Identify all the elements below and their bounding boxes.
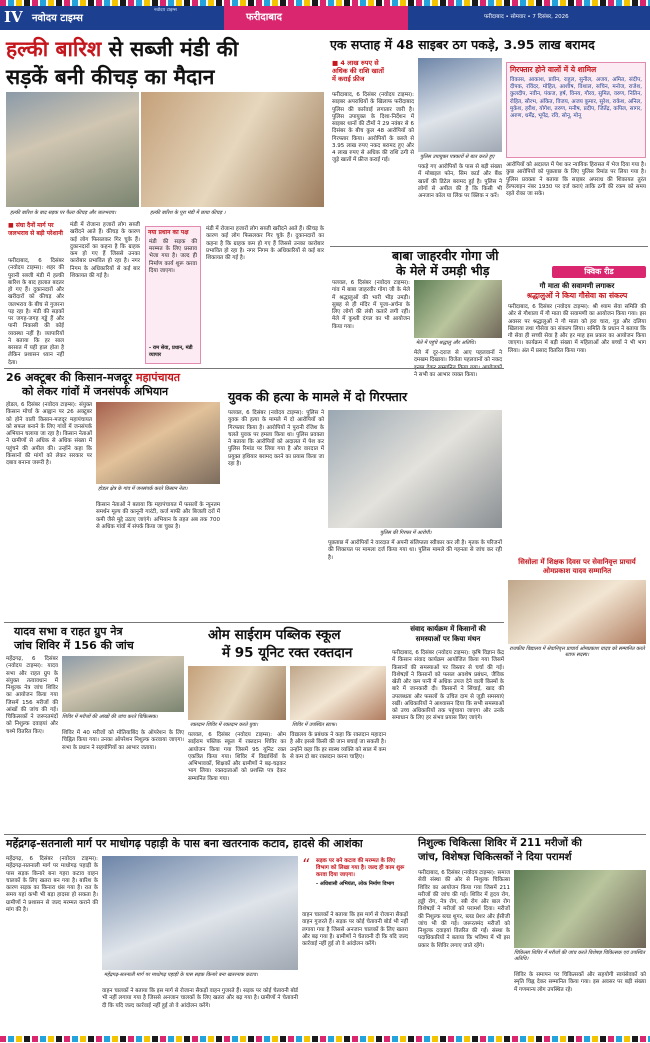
a6-caption: शिविर में मरीजों की आंखों की जांच करते चिकित्सक। [62,714,158,720]
a6-title-line2: जांच शिविर में 156 की जांच [14,639,134,652]
a4-title-highlight: महापंचायत [136,371,180,384]
a1-inset-signature: - राम सेवा, प्रधान, मंडी व्यापार [149,344,193,358]
a2-box-names: विकास, आकाश, प्रवीन, राहुल, सुनील, अजय, अमित, संदीप, दीपक, रविंदर, मोहित, आशीष, विशाल, सचिन, मनोज, राजेश, कुलदीप, नवीन, पंकज, हर्ष, विनय, गौरव, सुमित, वरुण, नितिन, रोहित, सौरभ, अंकित, विजय, अजय कुमार, सुरेश, राकेश, अनिल, मुकेश, हरीश, योगेश, तरुण, मनीष, प्रदीप, जितेंद्र, कपिल, सागर, अरुण, धर्मेंद्र, भूपेंद्र, रवि, सोनू, मोनू [510,76,642,120]
a2-body-col1: फरीदाबाद, 6 दिसंबर (नवोदय टाइम्स): साइबर अपराधियों के खिलाफ फरीदाबाद पुलिस की कार्रवाई लगातार जारी है। पुलिस उपायुक्त के दिशा-निर्देशन में साइबर थानों की टीमों ने 29 नवंबर से 6 दिसंबर के बीच कुल 48 आरोपियों को गिरफ्तार किया। आरोपियों के कब्जे से 3.95 लाख रुपए नकद बरामद हुए और 4 लाख रुपए से अधिक की राशि ठगी से जुड़े खातों में फ्रीज कराई गई। [332,92,414,164]
paper-name-small: नवोदय टाइम्स [154,8,177,13]
a1-body-col2: मंडी में रोजाना हजारों लोग सब्जी खरीदने आते हैं। कीचड़ के कारण कई लोग फिसलकर गिर चुके हैं। दुकानदारों का कहना है कि ग्राहक कम हो गए हैं जिससे उनका कारोबार प्रभावित हो रहा है। नगर निगम के अधिकारियों से कई बार शिकायत की गई है। [70,222,140,279]
a2-subhead [332,60,414,83]
a2-photo-officer [418,58,502,152]
a3-title-line2: के मेले में उमड़ी भीड़ [396,263,490,278]
a1-title-line2: सड़कें बनी कीचड़ का मैदान [6,65,215,89]
a4-title-line2: को लेकर गांवों में जनसंपर्क अभियान [22,385,169,398]
a1-title-highlight: हल्की बारिश [6,37,102,61]
a9-photo [102,856,298,970]
a2-body-col3: आरोपियों को अदालत में पेश कर न्यायिक हिरासत में भेज दिया गया है। कुछ आरोपियों को पूछताछ के लिए पुलिस रिमांड पर लिया गया है। पुलिस प्रवक्ता ने बताया कि साइबर अपराध की शिकायत तुरंत हेल्पलाइन नंबर 1930 पर दर्ज कराएं ताकि ठगी की रकम को समय रहते रोका जा सके। [506,162,646,197]
a6-photo [62,656,184,712]
city-name: फरीदाबाद [246,12,282,23]
a7-title-line1: ओम साईराम पब्लिक स्कूल [208,627,341,643]
a2-box-heading: गिरफ्तार होने वालों में ये शामिल [510,65,597,74]
a10-title-line1: निशुल्क चिकित्सा शिविर में 211 मरीजों की [418,838,582,849]
a2-title: एक सप्ताह में 48 साइबर ठग पकड़े, 3.95 लाख बरामद [330,37,595,52]
rule-lower [4,622,504,623]
a5-body-col2: पूछताछ में आरोपियों ने वारदात में अपनी संलिप्तता स्वीकार कर ली है। मृतक के परिजनों की शिकायत पर मामला दर्ज किया गया था। पुलिस मामले की गहनता से जांच कर रही है। [328,540,502,561]
a1-sidehead: ■ संघा दैनों मार्ग पर जलभराव से बड़ी परेशानी [8,222,63,237]
a8-title-line2: समस्याओं पर किया मंथन [415,635,481,643]
quick-read-headline [508,282,646,300]
quick-read-h2: श्रद्धालुओं ने किया गौसेवा का संकल्प [526,290,628,300]
a2-sub-line3: में कराई फ्रीज [332,74,365,83]
a9-body-col3: वाहन चालकों ने बताया कि इस मार्ग से रोजाना सैकड़ों वाहन गुजरते हैं। सड़क पर कोई चेतावनी बोर्ड भी नहीं लगाया गया है जिससे अनजान चालकों के लिए खतरा और बढ़ गया है। ग्रामीणों ने चेतावनी दी कि यदि जल्द कार्रवाई नहीं हुई तो वे आंदोलन करेंगे। [102,988,298,1009]
dateline: फरीदाबाद • सोमवार • 7 दिसंबर, 2026 [484,14,569,20]
a5-body-col1: पलवल, 6 दिसंबर (नवोदय टाइम्स): पुलिस ने युवक की हत्या के मामले में दो आरोपियों को गिरफ्तार किया है। आरोपियों ने पुरानी रंजिश के चलते युवक पर हमला किया था। पुलिस प्रवक्ता ने बताया कि आरोपियों को अदालत में पेश कर पुलिस रिमांड पर लिया गया है और वारदात में प्रयुक्त हथियार बरामद करने का प्रयास किया जा रहा है। [228,410,324,467]
a7-caption-2: शिविर में उपस्थित स्टाफ। [292,722,337,728]
a5-caption: पुलिस की गिरफ्त में आरोपी। [380,530,432,536]
a9-quote-mark: “ [302,855,311,874]
a1-body-col3: मंडी में रोजाना हजारों लोग सब्जी खरीदने आते हैं। कीचड़ के कारण कई लोग फिसलकर गिर चुके हैं। दुकानदारों का कहना है कि ग्राहक कम हो गए हैं जिससे उनका कारोबार प्रभावित हो रहा है। नगर निगम के अधिकारियों से कई बार शिकायत की गई है। [206,226,324,261]
a4-body-col2: किसान नेताओं ने बताया कि महापंचायत में फसलों के न्यूनतम समर्थन मूल्य की कानूनी गारंटी, कर्ज माफी और बिजली दरों में कमी जैसे मुद्दे उठाए जाएंगे। अभियान के तहत अब तक 700 से अधिक गांवों में संपर्क किया जा चुका है। [96,502,220,530]
a9-title: महेंद्रगढ़-सतनाली मार्ग पर माधोगढ़ पहाड़ी के पास बना खतरनाक कटाव, हादसे की आशंका [6,837,363,850]
a1-photo-left [6,92,139,207]
a1-inset-heading: नया प्रधान का पक्ष [148,229,189,236]
a3-body-col1: पलवल, 6 दिसंबर (नवोदय टाइम्स): गांव में बाबा जाहरवीर गोगा जी के मेले में श्रद्धालुओं की भारी भीड़ उमड़ी। सुबह से ही मंदिर में पूजा-अर्चना के लिए लोगों की लंबी कतारें लगी रहीं। मेले में कुश्ती दंगल का भी आयोजन किया गया। [332,280,410,330]
quick-read-text: क्विक रीड [584,267,614,276]
a1-inset-body: मंडी की सड़क की मरम्मत के लिए प्रस्ताव भेजा गया है। जल्द ही निर्माण कार्य शुरू करवा दिया जाएगा। [149,238,197,274]
a3-title-line1: बाबा जाहरवीर गोगा जी [392,248,499,263]
a7-photo-2 [290,666,386,720]
a6-body-col1: महेंद्रगढ़, 6 दिसंबर (नवोदय टाइम्स): यादव सभा और राहत ग्रुप के संयुक्त तत्वावधान में निशुल्क नेत्र जांच शिविर का आयोजन किया गया जिसमें 156 मरीजों की आंखों की जांच की गई। चिकित्सकों ने जरूरतमंदों को निशुल्क दवाइयां और चश्मे वितरित किए। [6,656,58,735]
a9-quote-box [302,855,408,908]
a5-title: युवक की हत्या के मामले में दो गिरफ्तार [228,389,408,404]
a8-body: फरीदाबाद, 6 दिसंबर (नवोदय टाइम्स): कृषि विज्ञान केंद्र में किसान संवाद कार्यक्रम आयोजित किया गया जिसमें किसानों की समस्याओं पर विस्तार से चर्चा की गई। विशेषज्ञों ने किसानों को फसल अवशेष प्रबंधन, जैविक खेती और कम पानी में अधिक उपज देने वाली किस्मों के बारे में जानकारी दी। किसानों ने सिंचाई, खाद की उपलब्धता और फसलों के उचित दाम से जुड़ी समस्याएं रखीं। अधिकारियों ने आश्वासन दिया कि सभी समस्याओं को उच्च अधिकारियों तक पहुंचाया जाएगा और उनके समाधान के लिए हर संभव प्रयास किए जाएंगे। [392,650,504,722]
a10-title-line2: जांच, विशेषज्ञ चिकित्सकों ने दिया परामर्श [418,852,572,863]
rule-bottom [4,834,646,835]
a7-caption-1: रक्तदान शिविर में रक्तदान करते युवा। [190,722,258,728]
a4-caption: होडल क्षेत्र के गांव में जनसंपर्क करते किसान नेता। [98,486,188,492]
a1-caption-right: हल्की बारिश के पूरा मंडी में छाया कीचड़ । [150,210,226,216]
sisola-headline: सिसोला में शिक्षक दिवस पर सेवानिवृत्त प्राचार्य ओमप्रकाश यादव सम्मानित [518,558,636,575]
a10-body: फरीदाबाद, 6 दिसंबर (नवोदय टाइम्स): समाज सेवी संस्था की ओर से निशुल्क चिकित्सा शिविर का आयोजन किया गया जिसमें 211 मरीजों की जांच की गई। शिविर में हृदय रोग, हड्डी रोग, नेत्र रोग, स्त्री रोग और बाल रोग विशेषज्ञों ने मरीजों को परामर्श दिया। मरीजों की निशुल्क ब्लड शुगर, ब्लड प्रेशर और ईसीजी जांच भी की गई। जरूरतमंद मरीजों को निशुल्क दवाइयां वितरित की गईं। संस्था के पदाधिकारियों ने बताया कि भविष्य में भी इस प्रकार के शिविर लगाए जाते रहेंगे। [418,870,510,949]
masthead [0,6,650,30]
a1-caption-left: हल्की बारिश के बाद सड़क पर फैला कीचड़ और जलभराव। [10,210,116,216]
a1-photo-right [141,92,324,207]
a6-body-col2: शिविर में 40 मरीजों को मोतियाबिंद के ऑपरेशन के लिए चिह्नित किया गया। उनका ऑपरेशन निशुल्क करवाया जाएगा। सभा के प्रधान ने सहयोगियों का आभार जताया। [62,730,184,751]
a9-quote-signature: - अधिशासी अभियंता, लोक निर्माण विभाग [316,880,395,887]
quick-read-label [552,266,646,278]
a6-title-line1: यादव सभा व राहत ग्रुप नेत्र [14,625,123,638]
a1-title-rest: से सब्जी मंडी की [108,37,239,61]
a7-body-col2: विद्यालय के प्रबंधक ने कहा कि रक्तदान महादान है और इससे किसी की जान बचाई जा सकती है। उन्होंने कहा कि हर स्वस्थ व्यक्ति को साल में कम से कम दो बार रक्तदान करना चाहिए। [290,732,386,760]
a7-photo-1 [188,666,286,720]
a9-body-col2: वाहन चालकों ने बताया कि इस मार्ग से रोजाना सैकड़ों वाहन गुजरते हैं। सड़क पर कोई चेतावनी बोर्ड भी नहीं लगाया गया है जिससे अनजान चालकों के लिए खतरा और बढ़ गया है। ग्रामीणों ने चेतावनी दी कि यदि जल्द कार्रवाई नहीं हुई तो वे आंदोलन करेंगे। [302,912,408,947]
a9-body-col1: महेंद्रगढ़, 6 दिसंबर (नवोदय टाइम्स): महेंद्रगढ़-सतनाली मार्ग पर माधोगढ़ पहाड़ी के पास सड़क किनारे बना गहरा कटाव वाहन चालकों के लिए खतरा बन गया है। बारिश के कारण सड़क का किनारा धंस गया है। रात के समय यहां कभी भी बड़ा हादसा हो सकता है। ग्रामीणों ने प्रशासन से जल्द मरम्मत कराने की मांग की है। [6,856,98,913]
a4-title-part: 26 अक्टूबर की किसान-मजदूर [6,371,133,384]
a10-body-col2: शिविर के समापन पर चिकित्सकों और सहयोगी स्वयंसेवकों को स्मृति चिह्न देकर सम्मानित किया गया। इस अवसर पर बड़ी संख्या में गणमान्य लोग उपस्थित रहे। [514,972,646,993]
a2-arrested-box [506,62,646,158]
a8-title-line1: संवाद कार्यक्रम में किसानों की [410,625,486,633]
sisola-caption: राजकीय विद्यालय में सेवानिवृत्त प्राचार्य ओमप्रकाश यादव को सम्मानित करते स्टाफ सदस्य। [509,646,645,659]
a2-sub-line1: ■ 4 लाख रुपए से [332,59,379,67]
a4-body-col1: होडल, 6 दिसंबर (नवोदय टाइम्स): संयुक्त किसान मोर्चा के आह्वान पर 26 अक्टूबर को होने वाली किसान-मजदूर महापंचायत को सफल बनाने के लिए गांवों में जनसंपर्क अभियान चलाया जा रहा है। किसान नेताओं ने ग्रामीणों से अधिक से अधिक संख्या में पहुंचने की अपील की। उन्होंने कहा कि किसानों की मांगों को लेकर सरकार पर दबाव बनाना जरूरी है। [6,402,92,466]
a1-title-line1 [6,38,238,61]
a10-caption: चिकित्सा शिविर में मरीजों की जांच करते विशेषज्ञ चिकित्सक एवं उपस्थित अतिथि। [514,950,645,963]
bottom-color-strip [0,1036,650,1042]
a2-sub-line2: अधिक की राशि खातों [332,66,384,75]
a2-body-col2: पकड़े गए आरोपियों के पास से बड़ी संख्या में मोबाइल फोन, सिम कार्ड और बैंक खातों की डिटेल बरामद हुई है। पुलिस ने लोगों से अपील की है कि किसी भी अनजान कॉल या लिंक पर क्लिक न करें। [418,164,502,199]
a4-photo [96,402,220,484]
rule-a2-bottom [330,246,648,247]
a1-inset-box [145,226,201,364]
a9-quote-text: सड़क पर बने कटाव की मरम्मत के लिए विभाग को लिखा गया है। जल्द ही काम शुरू करवा दिया जाएगा। [316,858,405,878]
a3-caption: मेले में पहुंचे श्रद्धालु और अतिथि। [416,340,476,346]
page-number: IV [4,8,23,26]
a5-photo [328,410,502,528]
a1-body-col1: फरीदाबाद, 6 दिसंबर (नवोदय टाइम्स): शहर की पुरानी सब्जी मंडी में हल्की बारिश के बाद हालात बदतर हो गए हैं। दुकानदारों और खरीदारों को कीचड़ और जलभराव के बीच से गुजरना पड़ रहा है। मंडी की सड़कों पर जगह-जगह गड्ढे हैं और पानी निकासी की कोई व्यवस्था नहीं है। व्यापारियों ने बताया कि हर साल बरसात में यही हाल होता है लेकिन प्रशासन ध्यान नहीं देता। [8,258,64,366]
a2-caption: पुलिस उपायुक्त पत्रकारों से बात करते हुए [420,154,495,160]
rule-mid [4,368,504,369]
paper-name: नवोदय टाइम्स [32,13,83,24]
sisola-photo [508,580,646,644]
a4-title-line1 [6,372,180,384]
quick-read-body: फरीदाबाद, 6 दिसंबर (नवोदय टाइम्स): श्री श्याम सेवा समिति की ओर से गौशाला में गौ माता की सवामणी का आयोजन किया गया। इस अवसर पर श्रद्धालुओं ने गौ माता को हरा चारा, गुड़ और दलिया खिलाया तथा गौसेवा का संकल्प लिया। समिति के प्रधान ने बताया कि गौ सेवा ही सच्ची सेवा है और हर माह इस प्रकार का आयोजन किया जाएगा। कार्यक्रम में बड़ी संख्या में महिलाओं और बच्चों ने भी भाग लिया। अंत में प्रसाद वितरित किया गया। [508,304,646,354]
a10-photo [514,870,646,948]
a7-body-col1: पलवल, 6 दिसंबर (नवोदय टाइम्स): ओम साईराम पब्लिक स्कूल में रक्तदान शिविर का आयोजन किया गया जिसमें 95 यूनिट रक्त एकत्रित किया गया। शिविर में विद्यार्थियों के अभिभावकों, शिक्षकों और ग्रामीणों ने बढ़-चढ़कर भाग लिया। रक्तदाताओं को प्रशस्ति पत्र देकर सम्मानित किया गया। [188,732,286,782]
quick-read-h1: गौ माता की सवामणी लगाकर [539,282,615,290]
a3-photo [414,280,502,338]
a7-title-line2: में 95 यूनिट रक्त रक्तदान [222,645,353,661]
a3-body-col2: मेले में दूर-दराज से आए पहलवानों ने दमखम दिखाया। विजेता पहलवानों को नकद ने सभी का आभार व्यक्त किया। [414,350,502,378]
a9-caption: महेंद्रगढ़-सतनाली मार्ग पर माधोगढ़ पहाड़ी के पास सड़क किनारे बना खतरनाक कटाव। [104,972,258,978]
